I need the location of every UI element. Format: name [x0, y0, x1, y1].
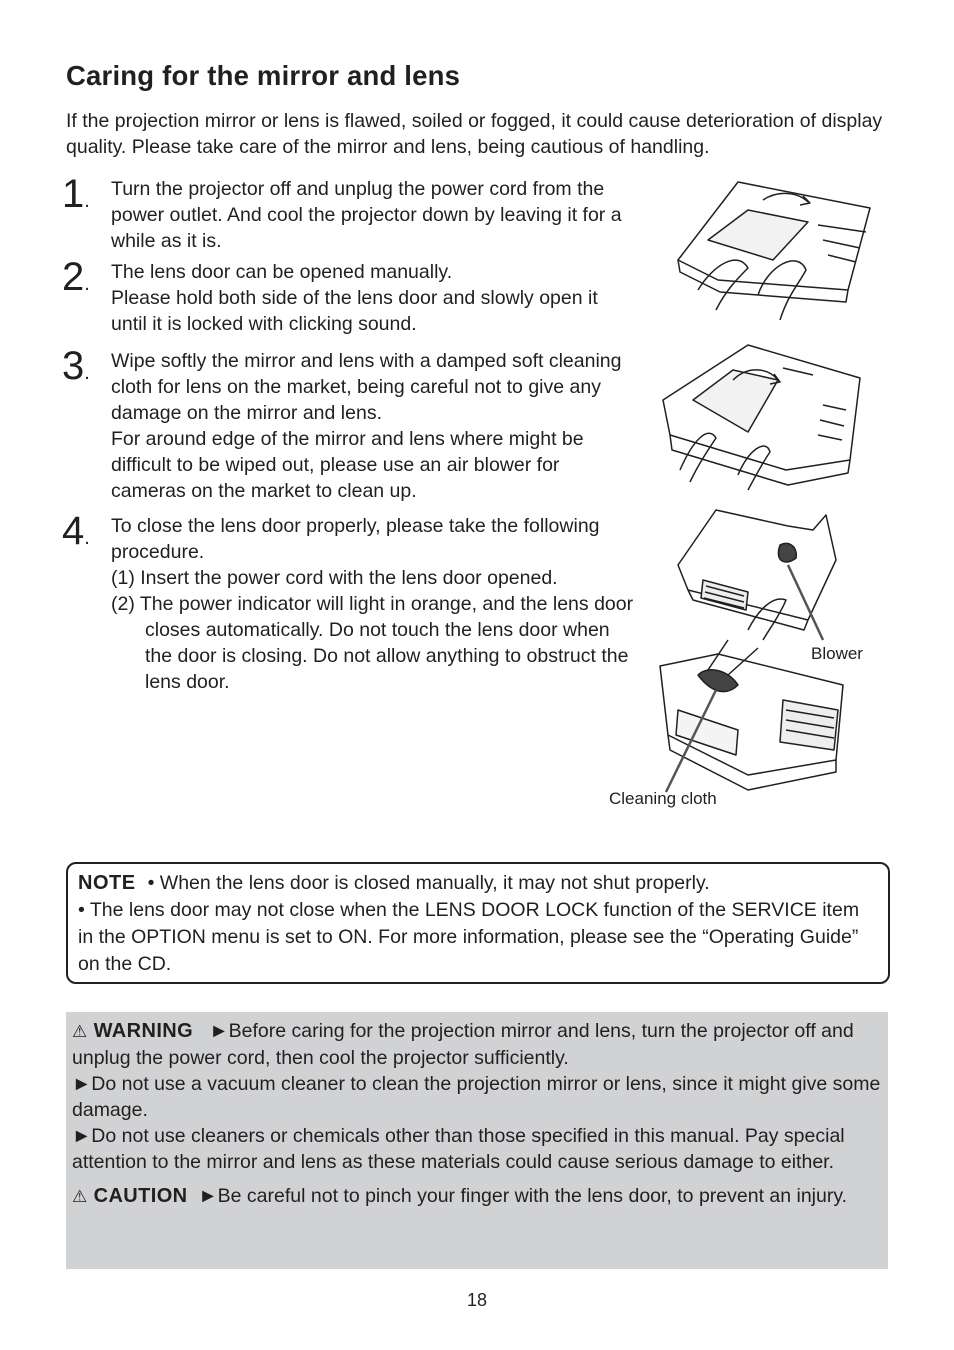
warning-box	[66, 1012, 888, 1269]
projector-figure-1	[678, 182, 870, 320]
step-text: To close the lens door properly, please take the following procedure.	[111, 515, 600, 563]
projector-figure-2	[663, 345, 860, 490]
warning-heading	[72, 1020, 193, 1042]
caution-triangle-icon: ⚠	[72, 1187, 88, 1206]
step-number: 3 .	[62, 344, 90, 395]
projector-figure-3	[678, 510, 836, 640]
intro-paragraph: If the projection mirror or lens is flawed, soiled or fogged, it could cause deterioration of display quality. Please take care of the mirror and lens, being cautious of handling.	[66, 110, 883, 158]
step-number: 2 .	[62, 255, 90, 306]
step-text: For around edge of the mirror and lens where might be difficult to be wiped out, please use an air blower for cameras on the market to clean up.	[111, 428, 584, 502]
step-3	[62, 344, 637, 504]
step-text: Wipe softly the mirror and lens with a damped soft cleaning cloth for lens on the market, being careful not to give any damage on the mirror and lens.	[111, 350, 622, 424]
warning-triangle-icon: ⚠	[72, 1022, 88, 1041]
note-line-1: • When the lens door is closed manually, it may not shut properly.	[147, 872, 710, 894]
note-box	[66, 862, 890, 984]
cleaning-cloth-label: Cleaning cloth	[609, 789, 717, 808]
caution-label: CAUTION	[93, 1185, 188, 1207]
caution-text: ►Be careful not to pinch your finger with the lens door, to prevent an injury.	[198, 1185, 848, 1207]
step-2	[62, 255, 637, 337]
warning-text-1: ►Before caring for the projection mirror and lens, turn the projector off and unplug the power cord, then cool the projector sufficiently.	[72, 1020, 854, 1069]
step-substep: (2) The power indicator will light in orange, and the lens door closes automatically. Do not touch the lens door when the door is closing. Do not allow anything to obstruct the lens door.	[111, 593, 634, 693]
step-text: Turn the projector off and unplug the power cord from the power outlet. And cool the projector down by leaving it for a while as it is.	[111, 178, 622, 252]
warning-text-2: ►Do not use a vacuum cleaner to clean the projection mirror or lens, since it might give some damage.	[72, 1073, 881, 1121]
caution-heading	[72, 1185, 188, 1207]
blower-label: Blower	[811, 644, 863, 663]
step-text: The lens door can be opened manually.	[111, 261, 453, 283]
warning-text-3: ►Do not use cleaners or chemicals other than those specified in this manual. Pay special attention to the mirror and lens as these materials could cause serious damage to either.	[72, 1125, 845, 1173]
step-number: 1 .	[62, 172, 90, 223]
note-line-2: • The lens door may not close when the LENS DOOR LOCK function of the SERVICE item in the OPTION menu is set to ON. For more information, please see the “Operating Guide” on the CD.	[78, 899, 860, 975]
warning-label: WARNING	[93, 1020, 194, 1042]
projector-illustrations	[598, 170, 898, 820]
projector-care-illustration	[598, 170, 898, 820]
step-substep: (1) Insert the power cord with the lens door opened.	[111, 567, 558, 589]
page-number: 18	[466, 1290, 488, 1310]
page-title: Caring for the mirror and lens	[66, 60, 461, 91]
step-4	[62, 509, 637, 695]
step-text: Please hold both side of the lens door and slowly open it until it is locked with clicking sound.	[111, 287, 598, 335]
step-1	[62, 172, 637, 254]
step-number: 4 .	[62, 509, 90, 560]
note-label: NOTE	[78, 872, 136, 894]
